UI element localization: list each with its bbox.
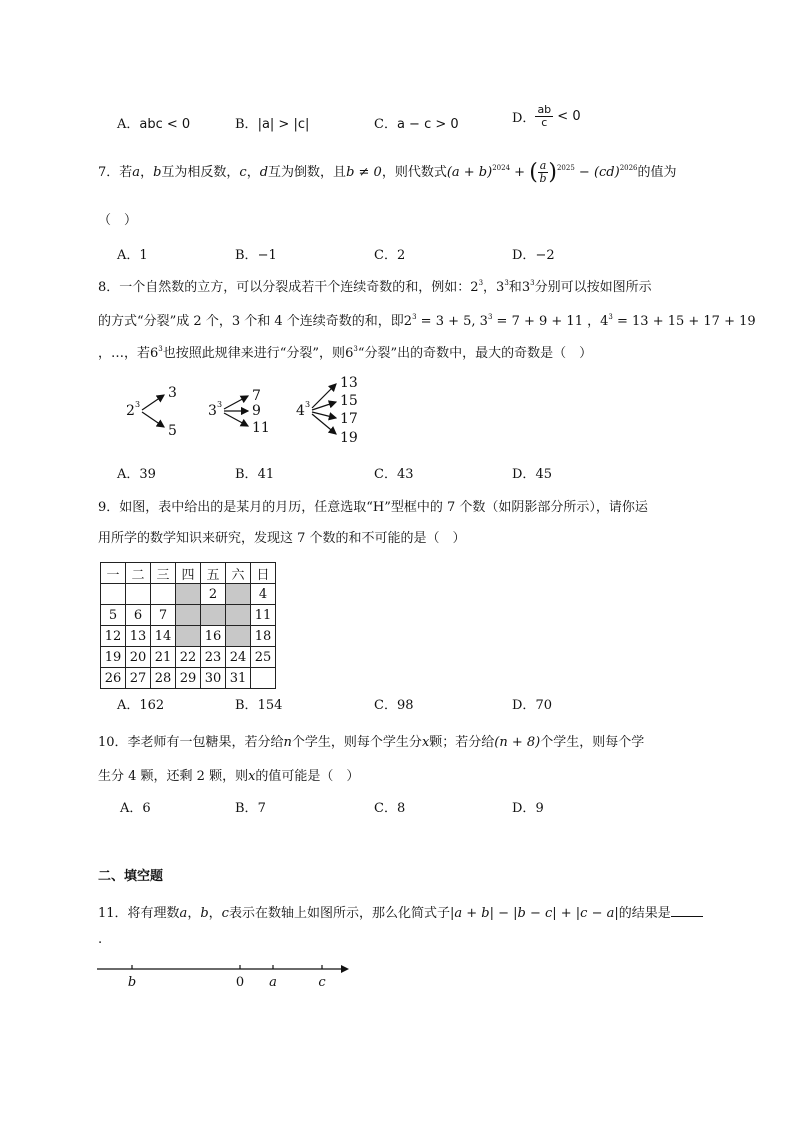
q10-option-d[interactable]: D．9 (512, 801, 544, 816)
calendar-cell: 30 (201, 668, 226, 689)
calendar-header: 一 (101, 563, 126, 584)
calendar-cell-shaded (226, 626, 251, 647)
calendar-cell: 27 (126, 668, 151, 689)
calendar-header: 二 (126, 563, 151, 584)
calendar-cell (101, 584, 126, 605)
calendar-cell-shaded (201, 605, 226, 626)
q6-option-b[interactable]: B．|a| > |c| (235, 117, 310, 132)
split-arrow (312, 384, 336, 408)
q9-line-1: 9．如图，表中给出的是某月的月历，任意选取“H”型框中的 7 个数（如阴影部分所示），请你运 (98, 500, 648, 515)
calendar-cell: 5 (101, 605, 126, 626)
calendar-row (101, 584, 276, 605)
q8-line-3: ，…，若$6^3$也按照此规律来进行“分裂”，则$6^3“$分裂”出的奇数中，最大的奇数是（ ） (98, 345, 593, 361)
calendar-cell-shaded (226, 584, 251, 605)
calendar-cell-shaded (176, 605, 201, 626)
q8-line-2: 的方式“分裂”成 2 个，3 个和 4 个连续奇数的和，即$2^3 = 3 + 5$, $3^3 = 7 + 9 + 11$ ，$4^3 = 13 + 15 + 17 + 19$ (98, 313, 756, 329)
calendar-header: 三 (151, 563, 176, 584)
q7-option-c[interactable]: C．2 (374, 248, 406, 263)
calendar-cell: 4 (251, 584, 276, 605)
calendar-cell: 12 (101, 626, 126, 647)
split-arrow (224, 413, 248, 426)
q8-split-diagram (120, 370, 380, 450)
calendar-header: 六 (226, 563, 251, 584)
q10-option-c[interactable]: C．8 (374, 801, 406, 816)
q10-option-b[interactable]: B．7 (235, 801, 266, 816)
split-arrow (312, 402, 336, 410)
answer-blank[interactable] (671, 916, 703, 917)
q11-line-2: . (98, 932, 103, 947)
q7-option-b[interactable]: B．−1 (235, 248, 277, 263)
calendar-row (101, 626, 276, 647)
q8-option-c[interactable]: C．43 (374, 467, 414, 482)
split-arrow (142, 395, 164, 410)
calendar-cell (251, 668, 276, 689)
calendar-cell: 18 (251, 626, 276, 647)
split-group-4 (296, 375, 358, 446)
split-number: 17 (340, 411, 358, 427)
calendar-cell: 28 (151, 668, 176, 689)
split-number: 7 (252, 388, 261, 404)
q10-line-2: 生分 4 颗，还剩 2 颗，则x的值可能是（ ） (98, 769, 360, 784)
label-a: a (269, 975, 277, 990)
calendar-row (101, 647, 276, 668)
split-number: 3 (168, 385, 177, 401)
label-c: c (318, 975, 326, 990)
calendar-cell: 24 (226, 647, 251, 668)
calendar-cell: 29 (176, 668, 201, 689)
split-exp-3: 3 (217, 400, 223, 409)
split-base-2: 2 (126, 403, 135, 419)
q10-option-a[interactable]: A．6 (120, 801, 151, 816)
split-number: 15 (340, 393, 358, 409)
calendar-cell: 20 (126, 647, 151, 668)
calendar-cell: 11 (251, 605, 276, 626)
calendar-cell: 13 (126, 626, 151, 647)
q7-option-a[interactable]: A．1 (117, 248, 148, 263)
calendar-cell: 26 (101, 668, 126, 689)
q6-option-d[interactable]: D． $\frac{ab}{c}$ < 0 (512, 103, 581, 129)
calendar-cell: 22 (176, 647, 201, 668)
q9-option-a[interactable]: A．162 (117, 698, 165, 713)
q8-line-1: 8．一个自然数的立方，可以分裂成若干个连续奇数的和，例如：$2^3$，$3^3$和$3^3$分别可以按如图所示 (98, 279, 652, 295)
calendar-cell: 16 (201, 626, 226, 647)
q6-option-c[interactable]: C．a − c > 0 (374, 117, 459, 132)
calendar-row (101, 605, 276, 626)
calendar-cell (151, 584, 176, 605)
calendar-header: 五 (201, 563, 226, 584)
split-base-4: 4 (296, 403, 305, 419)
number-line-arrow (341, 965, 349, 973)
calendar-row (101, 668, 276, 689)
calendar-cell: 31 (226, 668, 251, 689)
split-number: 11 (252, 420, 270, 436)
calendar-cell: 25 (251, 647, 276, 668)
q11-line-1: 11．将有理数a，b，c表示在数轴上如图所示，那么化简式子|a + b| − |b − c| + |c − a|的结果是 (98, 902, 703, 921)
split-arrow (142, 412, 164, 427)
split-group-3 (208, 388, 270, 436)
q8-option-a[interactable]: A．39 (117, 467, 156, 482)
calendar-cell-shaded (176, 584, 201, 605)
q7-stem: 7．若a，b互为相反数，c，d互为倒数，且b ≠ 0，则代数式$(a + b)^{2024}$ + ( $\frac{a}{b}$ )$^{2025}$ − (cd)$^{2026}$的值为 (98, 159, 677, 185)
calendar-cell: 6 (126, 605, 151, 626)
q7-option-d[interactable]: D．−2 (512, 248, 555, 263)
q10-line-1: 10．李老师有一包糖果，若分给n个学生，则每个学生分x颗；若分给(n + 8)个学生，则每个学 (98, 735, 645, 750)
split-exp-2: 3 (135, 400, 141, 409)
split-arrow (224, 396, 248, 409)
q9-option-c[interactable]: C．98 (374, 698, 414, 713)
calendar-cell: 14 (151, 626, 176, 647)
q9-option-d[interactable]: D．70 (512, 698, 552, 713)
calendar-cell: 7 (151, 605, 176, 626)
calendar-table (100, 562, 276, 689)
q8-option-b[interactable]: B．41 (235, 467, 275, 482)
split-number: 5 (168, 423, 177, 439)
section-title: 二、填空题 (98, 869, 164, 884)
number-line (95, 958, 355, 992)
split-exp-4: 3 (305, 400, 311, 409)
calendar-cell-shaded (226, 605, 251, 626)
calendar-cell: 2 (201, 584, 226, 605)
q9-option-b[interactable]: B．154 (235, 698, 283, 713)
calendar-cell (126, 584, 151, 605)
calendar-cell: 19 (101, 647, 126, 668)
calendar-cell: 21 (151, 647, 176, 668)
split-number: 13 (340, 375, 358, 391)
split-number: 9 (252, 403, 261, 419)
calendar-header: 日 (251, 563, 276, 584)
calendar-header: 四 (176, 563, 201, 584)
q6-option-a[interactable]: A．abc < 0 (117, 117, 191, 132)
calendar-cell-shaded (176, 626, 201, 647)
calendar-cell: 23 (201, 647, 226, 668)
q9-line-2: 用所学的数学知识来研究，发现这 7 个数的和不可能的是（ ） (98, 531, 466, 546)
split-group-2 (126, 385, 177, 439)
q7-answer-paren: （ ） (98, 213, 138, 228)
split-base-3: 3 (208, 403, 217, 419)
label-b: b (127, 975, 137, 990)
calendar-header-row (101, 563, 276, 584)
label-zero: 0 (235, 975, 245, 990)
split-number: 19 (340, 430, 358, 446)
q8-option-d[interactable]: D．45 (512, 467, 552, 482)
